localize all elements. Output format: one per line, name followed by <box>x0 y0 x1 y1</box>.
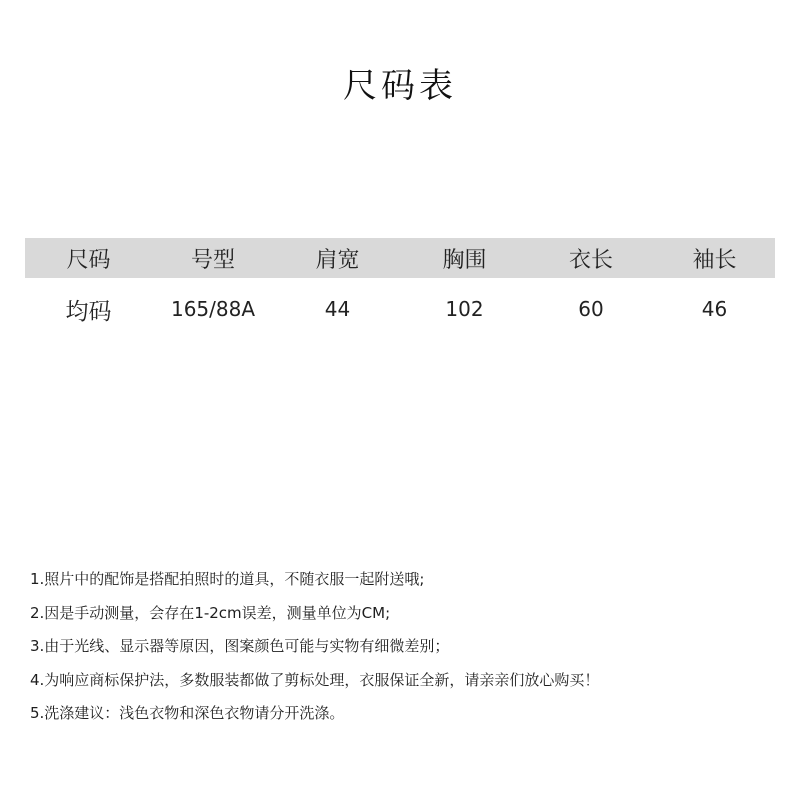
cell-shoulder: 44 <box>324 297 351 321</box>
cell-chest: 102 <box>445 297 484 321</box>
note-item: 2.因是手动测量，会存在1-2cm误差，测量单位为CM; <box>30 603 391 622</box>
header-cell-model: 号型 <box>190 247 235 273</box>
note-item: 5.洗涤建议：浅色衣物和深色衣物请分开洗涤。 <box>30 704 345 722</box>
note-item: 4.为响应商标保护法，多数服装都做了剪标处理，衣服保证全新，请亲亲们放心购买！ <box>30 670 600 689</box>
cell-sleeve: 46 <box>701 297 728 321</box>
notes-list <box>30 563 770 731</box>
header-cell-length: 衣长 <box>568 247 613 273</box>
header-cell-size: 尺码 <box>66 247 111 273</box>
header-cell-sleeve: 袖长 <box>692 247 737 273</box>
header-cell-shoulder: 肩宽 <box>315 247 360 273</box>
cell-model: 165/88A <box>170 297 256 321</box>
table-row <box>25 278 775 340</box>
note-item: 1.照片中的配饰是搭配拍照时的道具，不随衣服一起附送哦; <box>30 570 425 588</box>
size-table <box>25 238 775 340</box>
cell-size: 均码 <box>65 298 112 325</box>
header-cell-chest: 胸围 <box>442 247 487 273</box>
table-header-row <box>25 238 775 278</box>
note-item: 3.由于光线、显示器等原因，图案颜色可能与实物有细微差别； <box>30 637 450 655</box>
page-title: 尺码表 <box>343 66 457 106</box>
cell-length: 60 <box>578 297 604 321</box>
